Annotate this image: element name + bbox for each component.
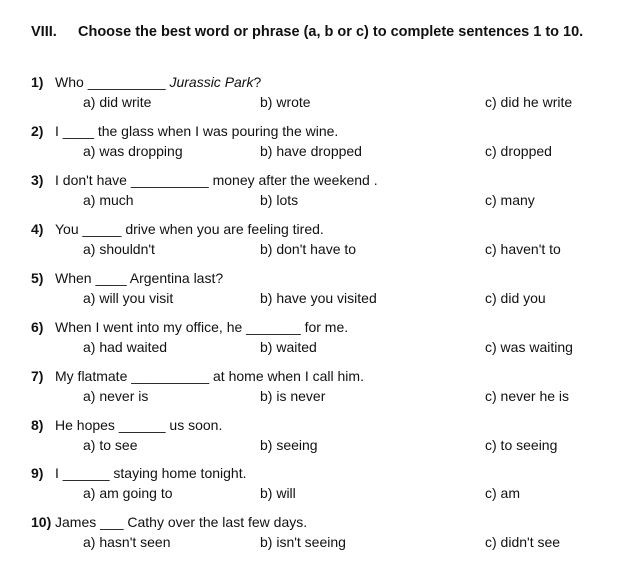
- option-a[interactable]: a) hasn't seen: [83, 534, 171, 550]
- stem-before: Who: [55, 74, 88, 90]
- stem-after: Cathy over the last few days.: [123, 514, 308, 530]
- section-number: VIII.: [31, 24, 57, 40]
- question-3: [0, 172, 640, 218]
- question-number: 3): [31, 172, 44, 188]
- stem-before: I: [55, 123, 63, 139]
- option-c[interactable]: c) to seeing: [485, 437, 558, 453]
- option-b[interactable]: b) is never: [260, 388, 326, 404]
- question-10: [0, 514, 640, 560]
- option-c[interactable]: c) haven't to: [485, 241, 561, 257]
- option-b[interactable]: b) seeing: [260, 437, 318, 453]
- option-a[interactable]: a) am going to: [83, 485, 173, 501]
- option-c[interactable]: c) many: [485, 192, 535, 208]
- question-number: 6): [31, 319, 44, 335]
- stem-after: money after the weekend .: [208, 172, 378, 188]
- question-8: [0, 417, 640, 463]
- option-a[interactable]: a) will you visit: [83, 290, 174, 306]
- stem-after: staying home tonight.: [109, 465, 247, 481]
- question-number: 2): [31, 123, 44, 139]
- stem-before: My flatmate: [55, 368, 132, 384]
- option-c[interactable]: c) did you: [485, 290, 546, 306]
- question-stem: [55, 319, 348, 335]
- stem-before: You: [55, 221, 83, 237]
- question-number: 1): [31, 74, 44, 90]
- question-number: 9): [31, 465, 44, 481]
- question-stem: [55, 270, 223, 286]
- option-b[interactable]: b) isn't seeing: [260, 534, 346, 550]
- option-c[interactable]: c) am: [485, 485, 520, 501]
- question-6: [0, 319, 640, 365]
- option-c[interactable]: c) was waiting: [485, 339, 573, 355]
- option-c[interactable]: c) didn't see: [485, 534, 561, 550]
- option-b[interactable]: b) lots: [260, 192, 299, 208]
- option-a[interactable]: a) never is: [83, 388, 149, 404]
- question-stem: [55, 74, 261, 90]
- stem-after: the glass when I was pouring the wine.: [93, 123, 339, 139]
- stem-before: I don't have: [55, 172, 131, 188]
- stem-before: When: [55, 270, 96, 286]
- question-number: 7): [31, 368, 44, 384]
- option-a[interactable]: a) was dropping: [83, 143, 183, 159]
- question-number: 10): [31, 514, 52, 530]
- option-a[interactable]: a) did write: [83, 94, 152, 110]
- question-number: 8): [31, 417, 44, 433]
- answer-blank: ___: [100, 514, 124, 530]
- question-number: 4): [31, 221, 44, 237]
- question-7: [0, 368, 640, 414]
- stem-after: drive when you are feeling tired.: [121, 221, 324, 237]
- question-5: [0, 270, 640, 316]
- question-stem: [55, 221, 324, 237]
- stem-end: ?: [253, 74, 262, 90]
- question-1: [0, 74, 640, 120]
- option-b[interactable]: b) have you visited: [260, 290, 377, 306]
- question-9: [0, 465, 640, 511]
- answer-blank: __________: [131, 368, 210, 384]
- option-b[interactable]: b) don't have to: [260, 241, 357, 257]
- answer-blank: __________: [87, 74, 166, 90]
- answer-blank: __________: [130, 172, 209, 188]
- option-a[interactable]: a) had waited: [83, 339, 168, 355]
- answer-blank: _______: [246, 319, 301, 335]
- option-b[interactable]: b) waited: [260, 339, 317, 355]
- option-a[interactable]: a) much: [83, 192, 134, 208]
- answer-blank: ____: [95, 270, 127, 286]
- section-heading: [31, 24, 583, 40]
- option-a[interactable]: a) shouldn't: [83, 241, 155, 257]
- answer-blank: _____: [82, 221, 122, 237]
- section-instruction: Choose the best word or phrase (a, b or c) to complete sentences 1 to 10.: [78, 24, 584, 40]
- question-stem: [55, 465, 246, 481]
- stem-after: at home when I call him.: [209, 368, 364, 384]
- question-stem: [55, 368, 364, 384]
- option-a[interactable]: a) to see: [83, 437, 138, 453]
- option-c[interactable]: c) dropped: [485, 143, 552, 159]
- answer-blank: ____: [62, 123, 94, 139]
- option-b[interactable]: b) will: [260, 485, 296, 501]
- stem-before: He hopes: [55, 417, 119, 433]
- stem-before: I: [55, 465, 63, 481]
- question-number: 5): [31, 270, 44, 286]
- question-stem: [55, 514, 307, 530]
- question-stem: [55, 123, 338, 139]
- question-4: [0, 221, 640, 267]
- stem-after: us soon.: [165, 417, 223, 433]
- answer-blank: ______: [118, 417, 166, 433]
- stem-after: for me.: [300, 319, 349, 335]
- option-c[interactable]: c) did he write: [485, 94, 573, 110]
- option-c[interactable]: c) never he is: [485, 388, 570, 404]
- stem-after: Argentina last?: [126, 270, 224, 286]
- question-stem: [55, 417, 222, 433]
- stem-title: Jurassic Park: [169, 74, 254, 90]
- stem-before: When I went into my office, he: [55, 319, 247, 335]
- question-stem: [55, 172, 378, 188]
- option-b[interactable]: b) wrote: [260, 94, 311, 110]
- question-2: [0, 123, 640, 169]
- answer-blank: ______: [62, 465, 110, 481]
- option-b[interactable]: b) have dropped: [260, 143, 362, 159]
- stem-before: James: [55, 514, 101, 530]
